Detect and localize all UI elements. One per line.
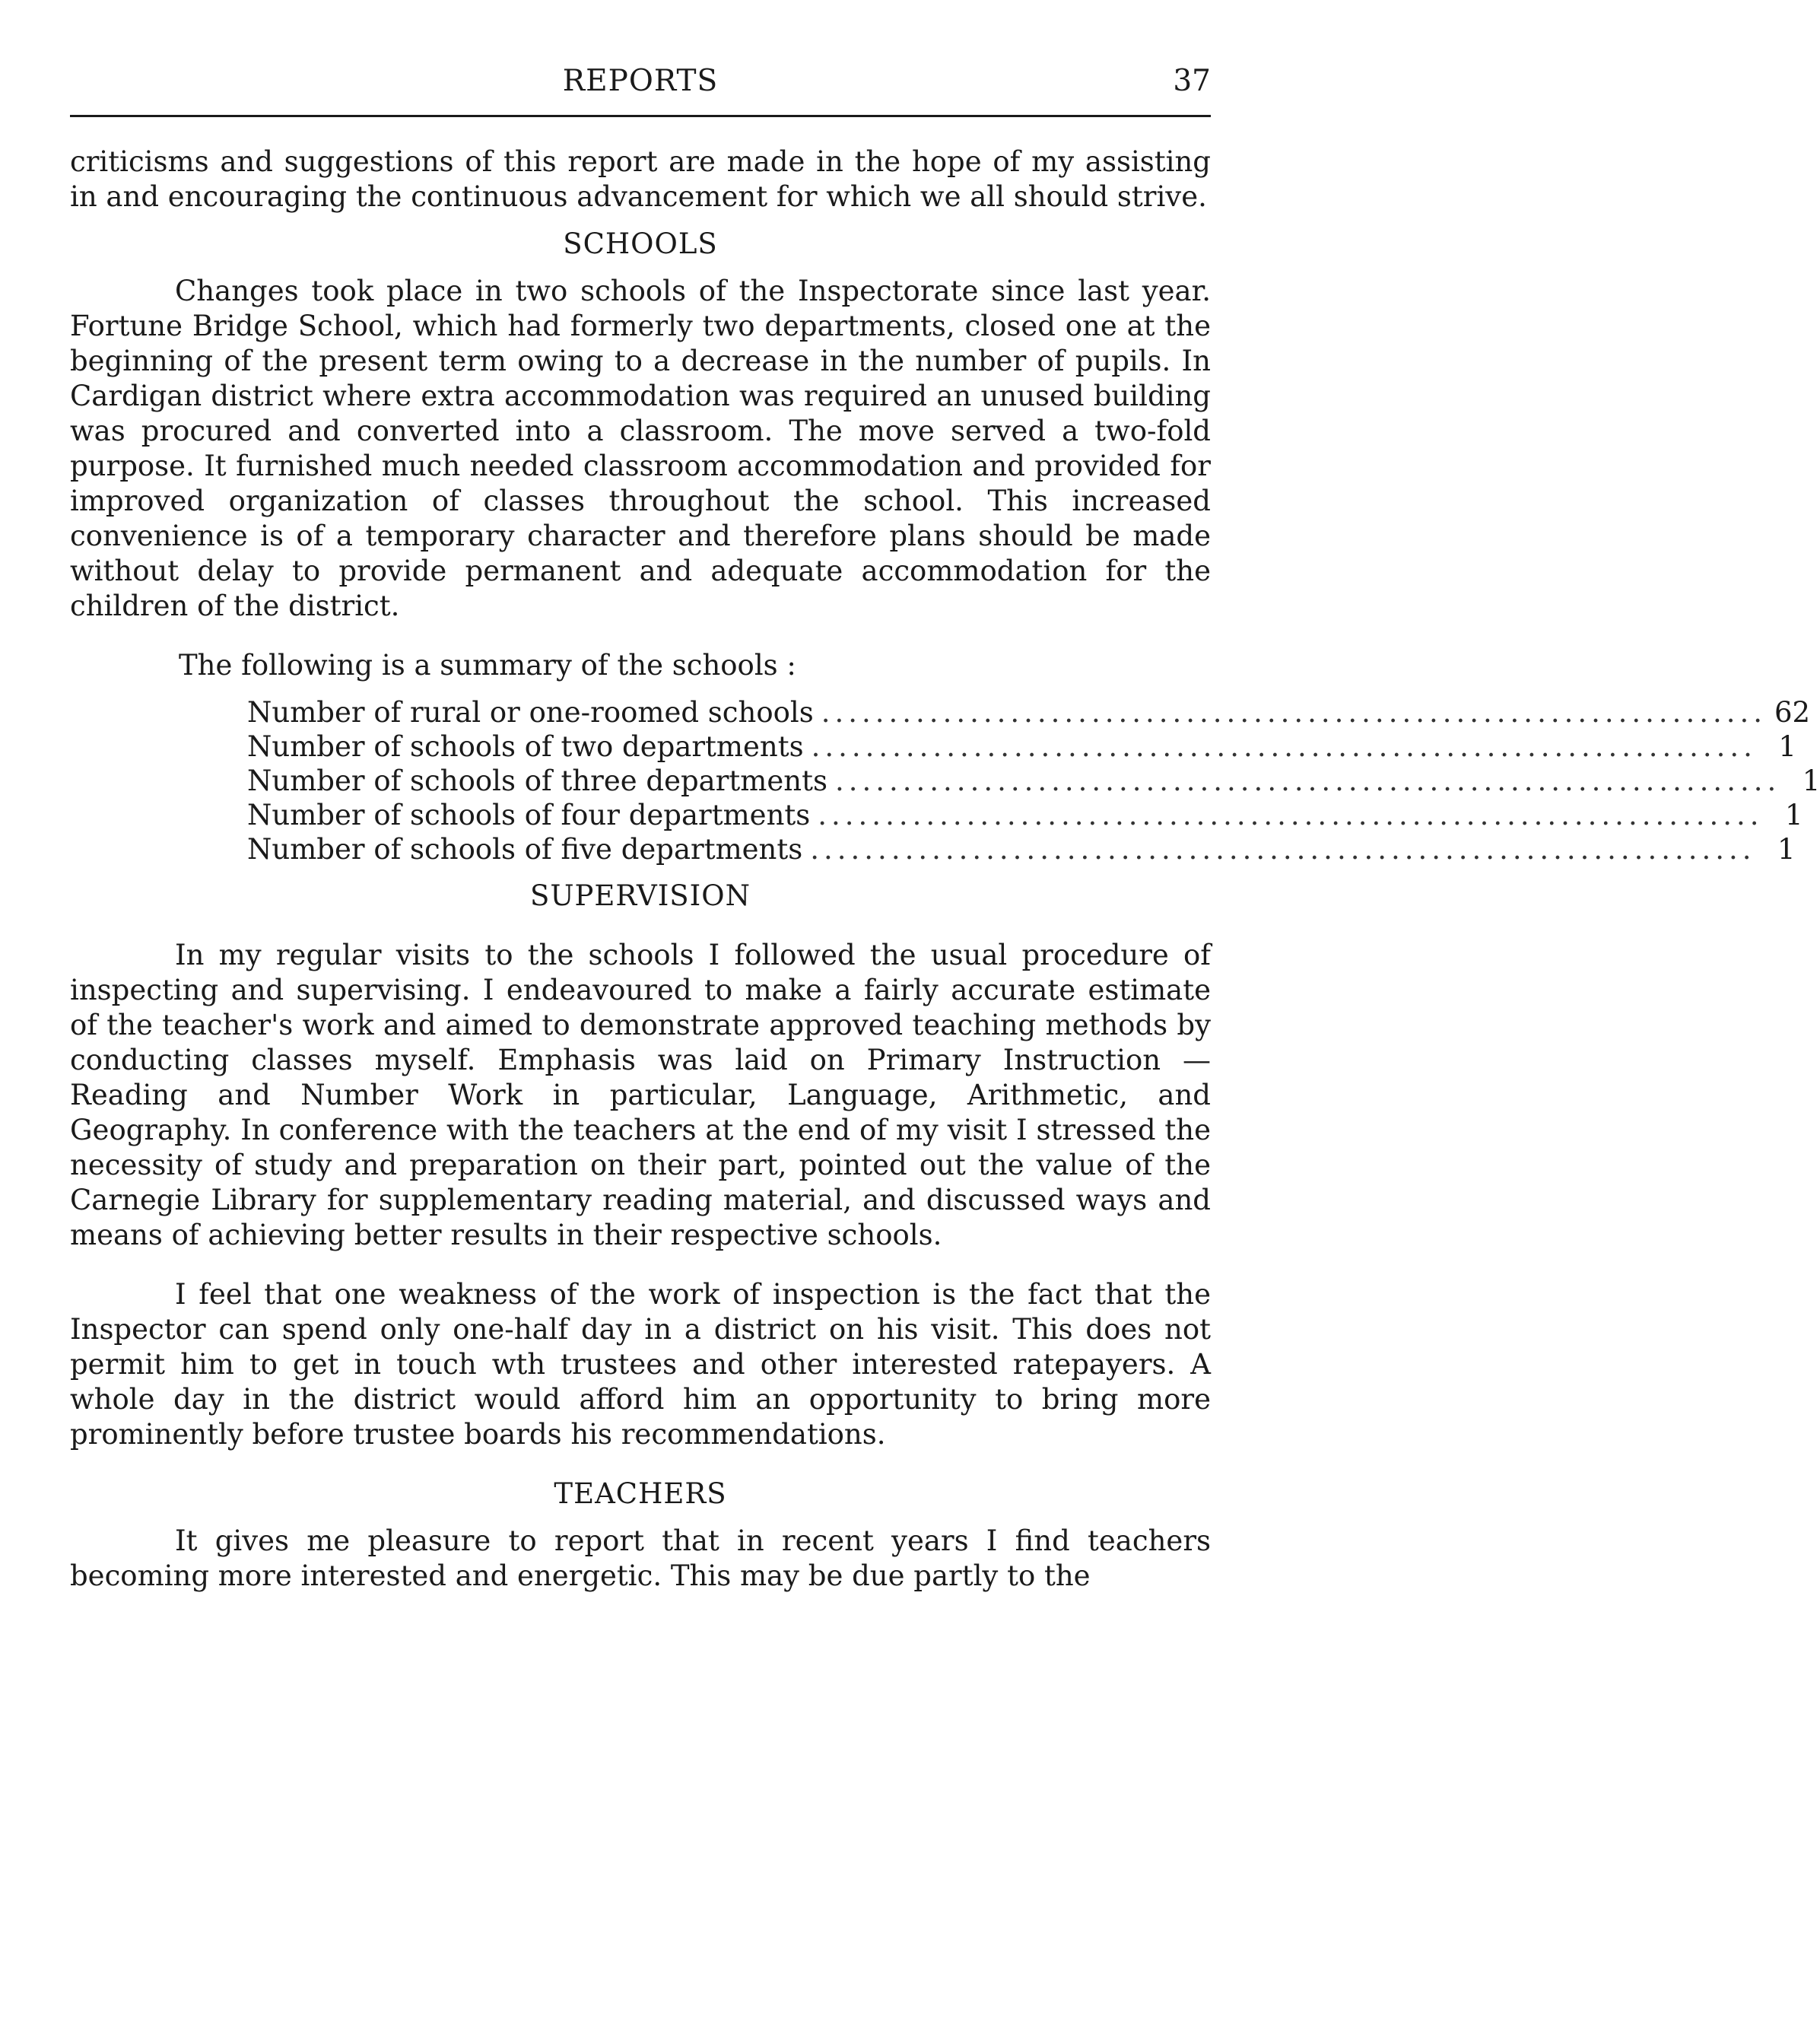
header-rule xyxy=(70,115,1211,117)
summary-intro: The following is a summary of the schools : xyxy=(179,649,796,682)
schools-heading: SCHOOLS xyxy=(563,227,718,260)
running-head xyxy=(70,64,1211,106)
summary-row xyxy=(247,798,1803,832)
summary-label: Number of schools of four departments xyxy=(247,799,811,831)
summary-label: Number of schools of five departments xyxy=(247,833,803,866)
summary-label: Number of schools of two departments xyxy=(247,730,804,763)
dot-leader: ...................................................................... xyxy=(818,799,1764,831)
dot-leader: ...................................................................... xyxy=(811,730,1757,763)
summary-count: 1 xyxy=(1785,799,1803,831)
summary-row xyxy=(247,730,1796,764)
summary-row xyxy=(247,764,1820,798)
teachers-heading: TEACHERS xyxy=(554,1477,727,1510)
intro-paragraph: criticisms and suggestions of this report are made in the hope of my assisting in and encouraging the continuous advancement for which we all should strive. xyxy=(70,145,1211,213)
summary-count: 1 xyxy=(1778,730,1796,763)
schools-summary-list xyxy=(247,695,1820,866)
teachers-paragraph: It gives me pleasure to report that in recent years I find teachers becoming more interested and energetic. This may be due partly to the xyxy=(70,1524,1211,1592)
supervision-paragraph-1: In my regular visits to the schools I followed the usual procedure of inspecting and supervising. I endeavoured to make a fairly accurate estimate of the teacher's work and aimed to demonstrate approved teaching methods by conducting classes myself. Emphasis was laid on Primary Instruction — Reading and Number Work in particular, Language, Arithmetic, and Geography. In conference with the teachers at the end of my visit I stressed the necessity of study and preparation on their part, pointed out the value of the Carnegie Library for supplementary reading material, and discussed ways and means of achieving better results in their respective schools. xyxy=(70,939,1211,1251)
dot-leader: ...................................................................... xyxy=(834,765,1781,797)
page-number: 37 xyxy=(1173,64,1211,98)
summary-row xyxy=(247,832,1796,866)
summary-count: 1 xyxy=(1802,765,1820,797)
dot-leader: ...................................................................... xyxy=(810,833,1756,866)
body-text xyxy=(70,145,1820,1594)
summary-count: 62 xyxy=(1774,696,1811,729)
summary-count: 1 xyxy=(1777,833,1796,866)
schools-paragraph: Changes took place in two schools of the Inspectorate since last year. Fortune Bridge School, which had formerly two departments, closed one at the beginning of the present term owing to a decrease in the number of pupils. In Cardigan district where extra accommodation was required an unused building was procured and converted into a classroom. The move served a two-fold purpose. It furnished much needed classroom accommodation and provided for improved organization of classes throughout the school. This increased convenience is of a temporary character and therefore plans should be made without delay to provide permanent and adequate accommodation for the children of the district. xyxy=(70,275,1211,622)
dot-leader: ...................................................................... xyxy=(821,696,1768,729)
summary-label: Number of rural or one-roomed schools xyxy=(247,696,814,729)
summary-row xyxy=(247,695,1811,730)
supervision-heading: SUPERVISION xyxy=(530,879,751,912)
summary-label: Number of schools of three departments xyxy=(247,765,827,797)
supervision-paragraph-2: I feel that one weakness of the work of inspection is the fact that the Inspector can spend only one-half day in a district on his visit. This does not permit him to get in touch wth trustees and other interested ratepayers. A whole day in the district would afford him an opportunity to bring more prominently before trustee boards his recommendations. xyxy=(70,1278,1211,1451)
running-title: REPORTS xyxy=(562,64,719,98)
